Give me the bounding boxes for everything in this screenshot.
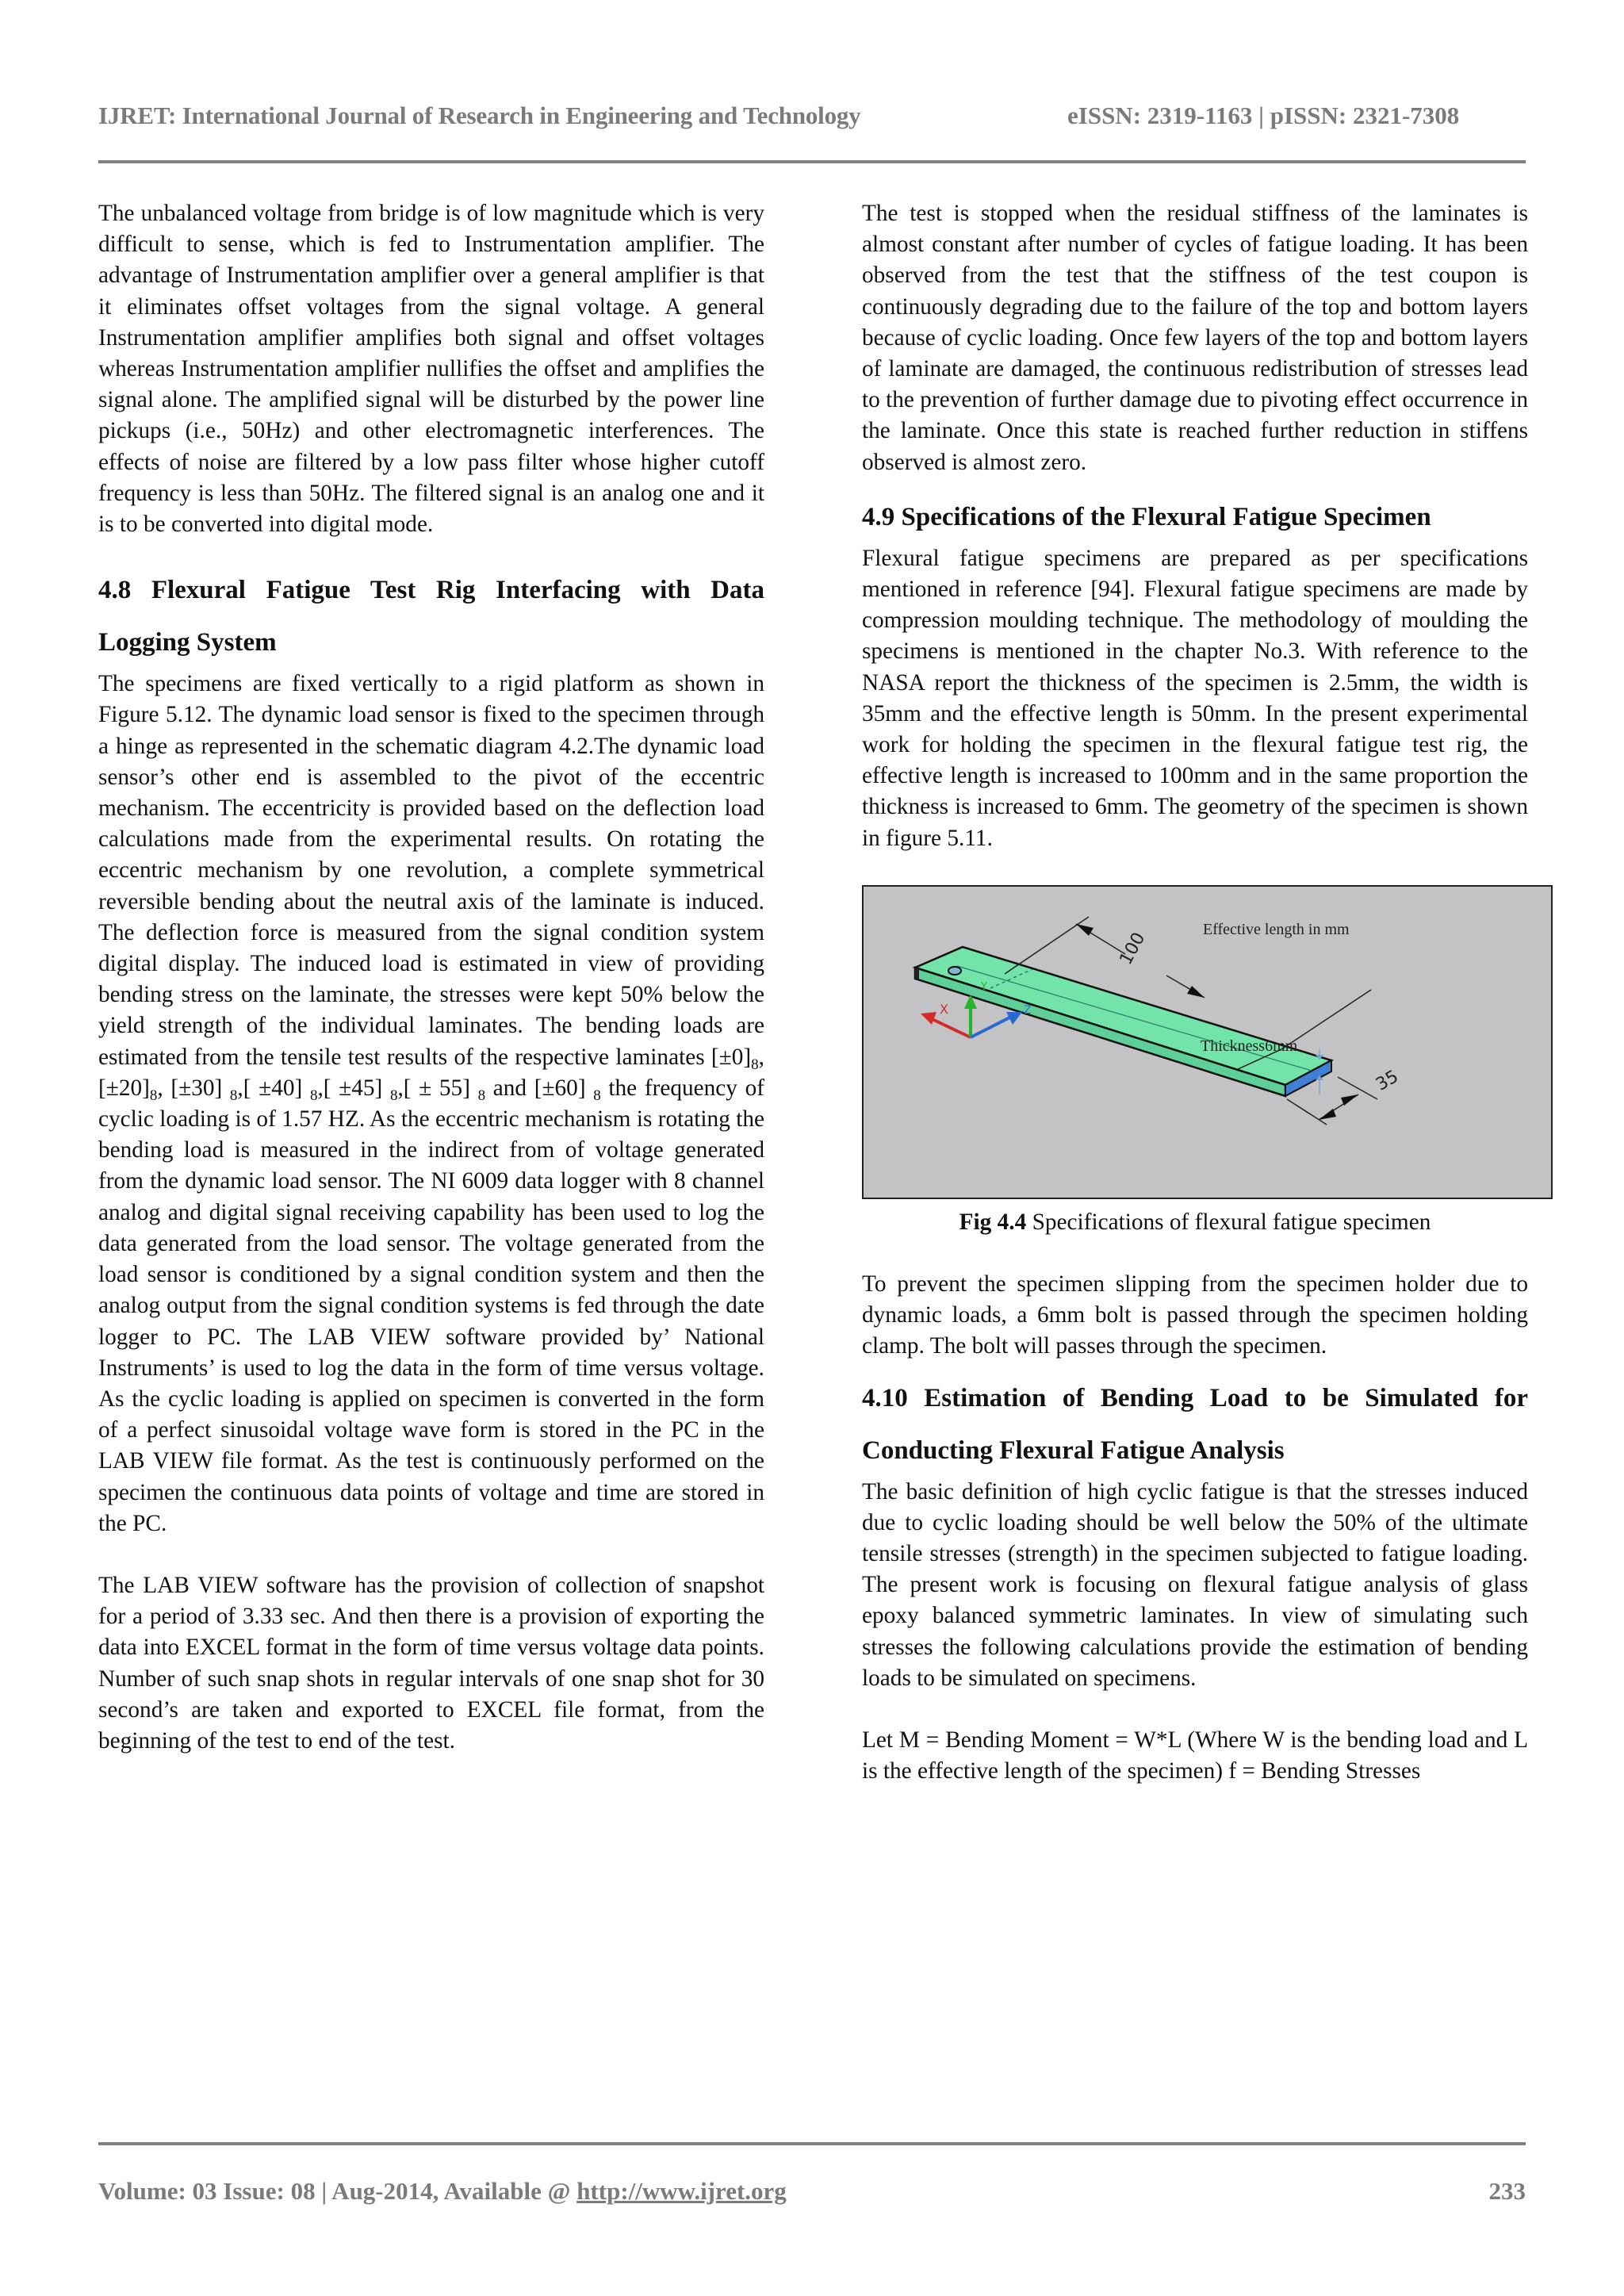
journal-name: IJRET: International Journal of Research in Engineering and Technology <box>98 102 861 129</box>
laminate-notation: [±60] $_8$ <box>534 1075 601 1104</box>
running-header <box>98 94 1526 141</box>
figure-caption-text: Specifications of flexural fatigue specimen <box>1026 1209 1431 1235</box>
paragraph-bending-moment: Let M = Bending Moment = W*L (Where W is the bending load and L is the effective length of the specimen) f = Bending Stresses <box>862 1727 1528 1784</box>
paragraph-labview-snapshot: The LAB VIEW software has the provision of collection of snapshot for a period of 3.33 sec. And then there is a provision of exporting the data into EXCEL format in the form of time versus voltage data points. Number of such snap shots in regular intervals of one snap shot for 30 second’s are taken and exported to EXCEL file format, from the beginning of the test to end of the test. <box>98 1572 764 1754</box>
left-column <box>98 198 764 1757</box>
laminate-notation: [ ± 55] $_8$ and <box>403 1075 534 1104</box>
label-thickness: Thickness6mm <box>1201 1037 1298 1055</box>
paragraph-high-cyclic-fatigue: The basic definition of high cyclic fatigue is that the stresses induced due to cyclic loading should be well below the 50% of the ultimate tensile stresses (strength) in the specimen subjected to fatigue loading. The present work is focusing on flexural fatigue analysis of glass epoxy balanced symmetric laminates. In view of simulating such stresses the following calculations provide the estimation of bending loads to be simulated on specimens. <box>862 1478 1528 1691</box>
running-footer <box>98 2177 1526 2217</box>
paragraph-bolt: To prevent the specimen slipping from the specimen holder due to dynamic loads, a 6mm bolt is passed through the specimen holding clamp. The bolt will passes through the specimen. <box>862 1271 1528 1359</box>
laminate-notation: $[\pm 20]_8$, <box>98 1075 171 1104</box>
laminate-notation: $[\pm 0]_8$, <box>710 1044 764 1073</box>
laminate-notation: [ ±45] $_8$, <box>323 1075 404 1104</box>
laminate-notation: [ ±40] $_8$, <box>243 1075 324 1104</box>
svg-text:X: X <box>940 1001 948 1017</box>
section-heading-4-10: 4.10 Estimation of Bending Load to be Simulated for Conducting Flexural Fatigue Analysis <box>862 1383 1528 1465</box>
right-column <box>862 198 1528 1788</box>
svg-text:35: 35 <box>1373 1066 1402 1095</box>
paragraph-instrumentation-amplifier: The unbalanced voltage from bridge is of low magnitude which is very difficult to sense, which is fed to Instrumentation amplifier. The advantage of Instrumentation amplifier over a general amplifier is that it eliminates offset voltages from the signal voltage. A general Instrumentation amplifier amplifies both signal and offset voltages whereas Instrumentation amplifier nullifies the offset and amplifies the signal alone. The amplified signal will be disturbed by the power line pickups (i.e., 50Hz) and other electromagnetic interferences. The effects of noise are filtered by a low pass filter whose higher cutoff frequency is less than 50Hz. The filtered signal is an analog one and it is to be converted into digital mode. <box>98 201 764 538</box>
svg-text:Z: Z <box>1024 1003 1032 1017</box>
figure-caption <box>862 1207 1528 1238</box>
specimen-diagram <box>864 887 1551 1198</box>
figure-label: Fig 4.4 <box>959 1209 1027 1235</box>
paragraph-test-rig: The specimens are fixed vertically to a rigid platform as shown in Figure 5.12. The dynamic load sensor is fixed to the specimen through a hinge as represented in the schematic diagram 4.2.The dynamic load sensor’s other end is assembled to the pivot of the eccentric mechanism. The eccentricity is provided based on the deflection load calculations made from the experimental results. On rotating the eccentric mechanism by one revolution, a complete symmetrical reversible bending about the neutral axis of the laminate is induced. The deflection force is measured from the signal condition system digital display. The induced load is estimated in view of providing bending stress on the laminate, the stresses were kept 50% below the yield strength of the individual laminates. The bending loads are estimated from the tensile test results of the respective laminates $[\pm 0]_8$, $[\pm 20]_8$, [±30] $_8$,[ ±40] $_8$,[ ±45] $_8$,[ ± 55] $_8$ and [±60] $_8$ the frequency of cyclic loading is of 1.57 HZ. As the eccentric mechanism is rotating the bending load is measured in the indirect from of voltage generated from the dynamic load sensor. The NI 6009 data logger with 8 channel analog and digital signal receiving capability has been used to log the data generated from the load sensor. The voltage generated from the load sensor is conditioned by a signal condition system and then the analog output from the signal condition systems is fed through the date logger to PC. The LAB VIEW software provided by’ National Instruments’ is used to log the data in the form of time versus voltage. As the cyclic loading is applied on specimen is converted in the form of a perfect sinusoidal voltage wave form is stored in the PC in the LAB VIEW file format. As the test is continuously performed on the specimen the continuous data points of voltage and time are stored in the PC. <box>98 671 764 1536</box>
label-effective-length: Effective length in mm <box>1203 920 1350 938</box>
section-heading-4-8: 4.8 Flexural Fatigue Test Rig Interfacing with Data Logging System <box>98 576 764 657</box>
laminate-notation: [±30] $_8$, <box>170 1075 243 1104</box>
volume-info: Volume: 03 Issue: 08 | Aug-2014, Available @ http://www.ijret.org <box>98 2177 787 2205</box>
journal-link[interactable]: http://www.ijret.org <box>576 2177 787 2205</box>
paragraph-specimen-specs: Flexural fatigue specimens are prepared as per specifications mentioned in reference [94]. Flexural fatigue specimens are made by compression moulding technique. The methodology of moulding the specimens is mentioned in the chapter No.3. With reference to the NASA report the thickness of the specimen is 2.5mm, the width is 35mm and the effective length is 50mm. In the present experimental work for holding the specimen in the flexural fatigue test rig, the effective length is increased to 100mm and in the same proportion the thickness is increased to 6mm. The geometry of the specimen is shown in figure 5.11. <box>862 545 1528 851</box>
issn-info: eISSN: 2319-1163 | pISSN: 2321-7308 <box>1067 102 1460 129</box>
footer-divider <box>98 2142 1526 2145</box>
svg-text:Y: Y <box>981 980 987 993</box>
header-divider <box>98 160 1526 163</box>
figure-specimen-geometry <box>862 885 1553 1199</box>
svg-text:100: 100 <box>1116 929 1150 968</box>
paragraph-test-stopped: The test is stopped when the residual stiffness of the laminates is almost constant after number of cycles of fatigue loading. It has been observed from the test that the stiffness of the test coupon is continuously degrading due to the failure of the top and bottom layers because of cyclic loading. Once few layers of the top and bottom layers of laminate are damaged, the continuous redistribution of stresses lead to the prevention of further damage due to pivoting effect occurrence in the laminate. Once this state is reached further reduction in stiffens observed is almost zero. <box>862 201 1528 475</box>
page-number: 233 <box>1488 2177 1526 2205</box>
section-heading-4-9: 4.9 Specifications of the Flexural Fatigue Specimen <box>862 502 1431 531</box>
